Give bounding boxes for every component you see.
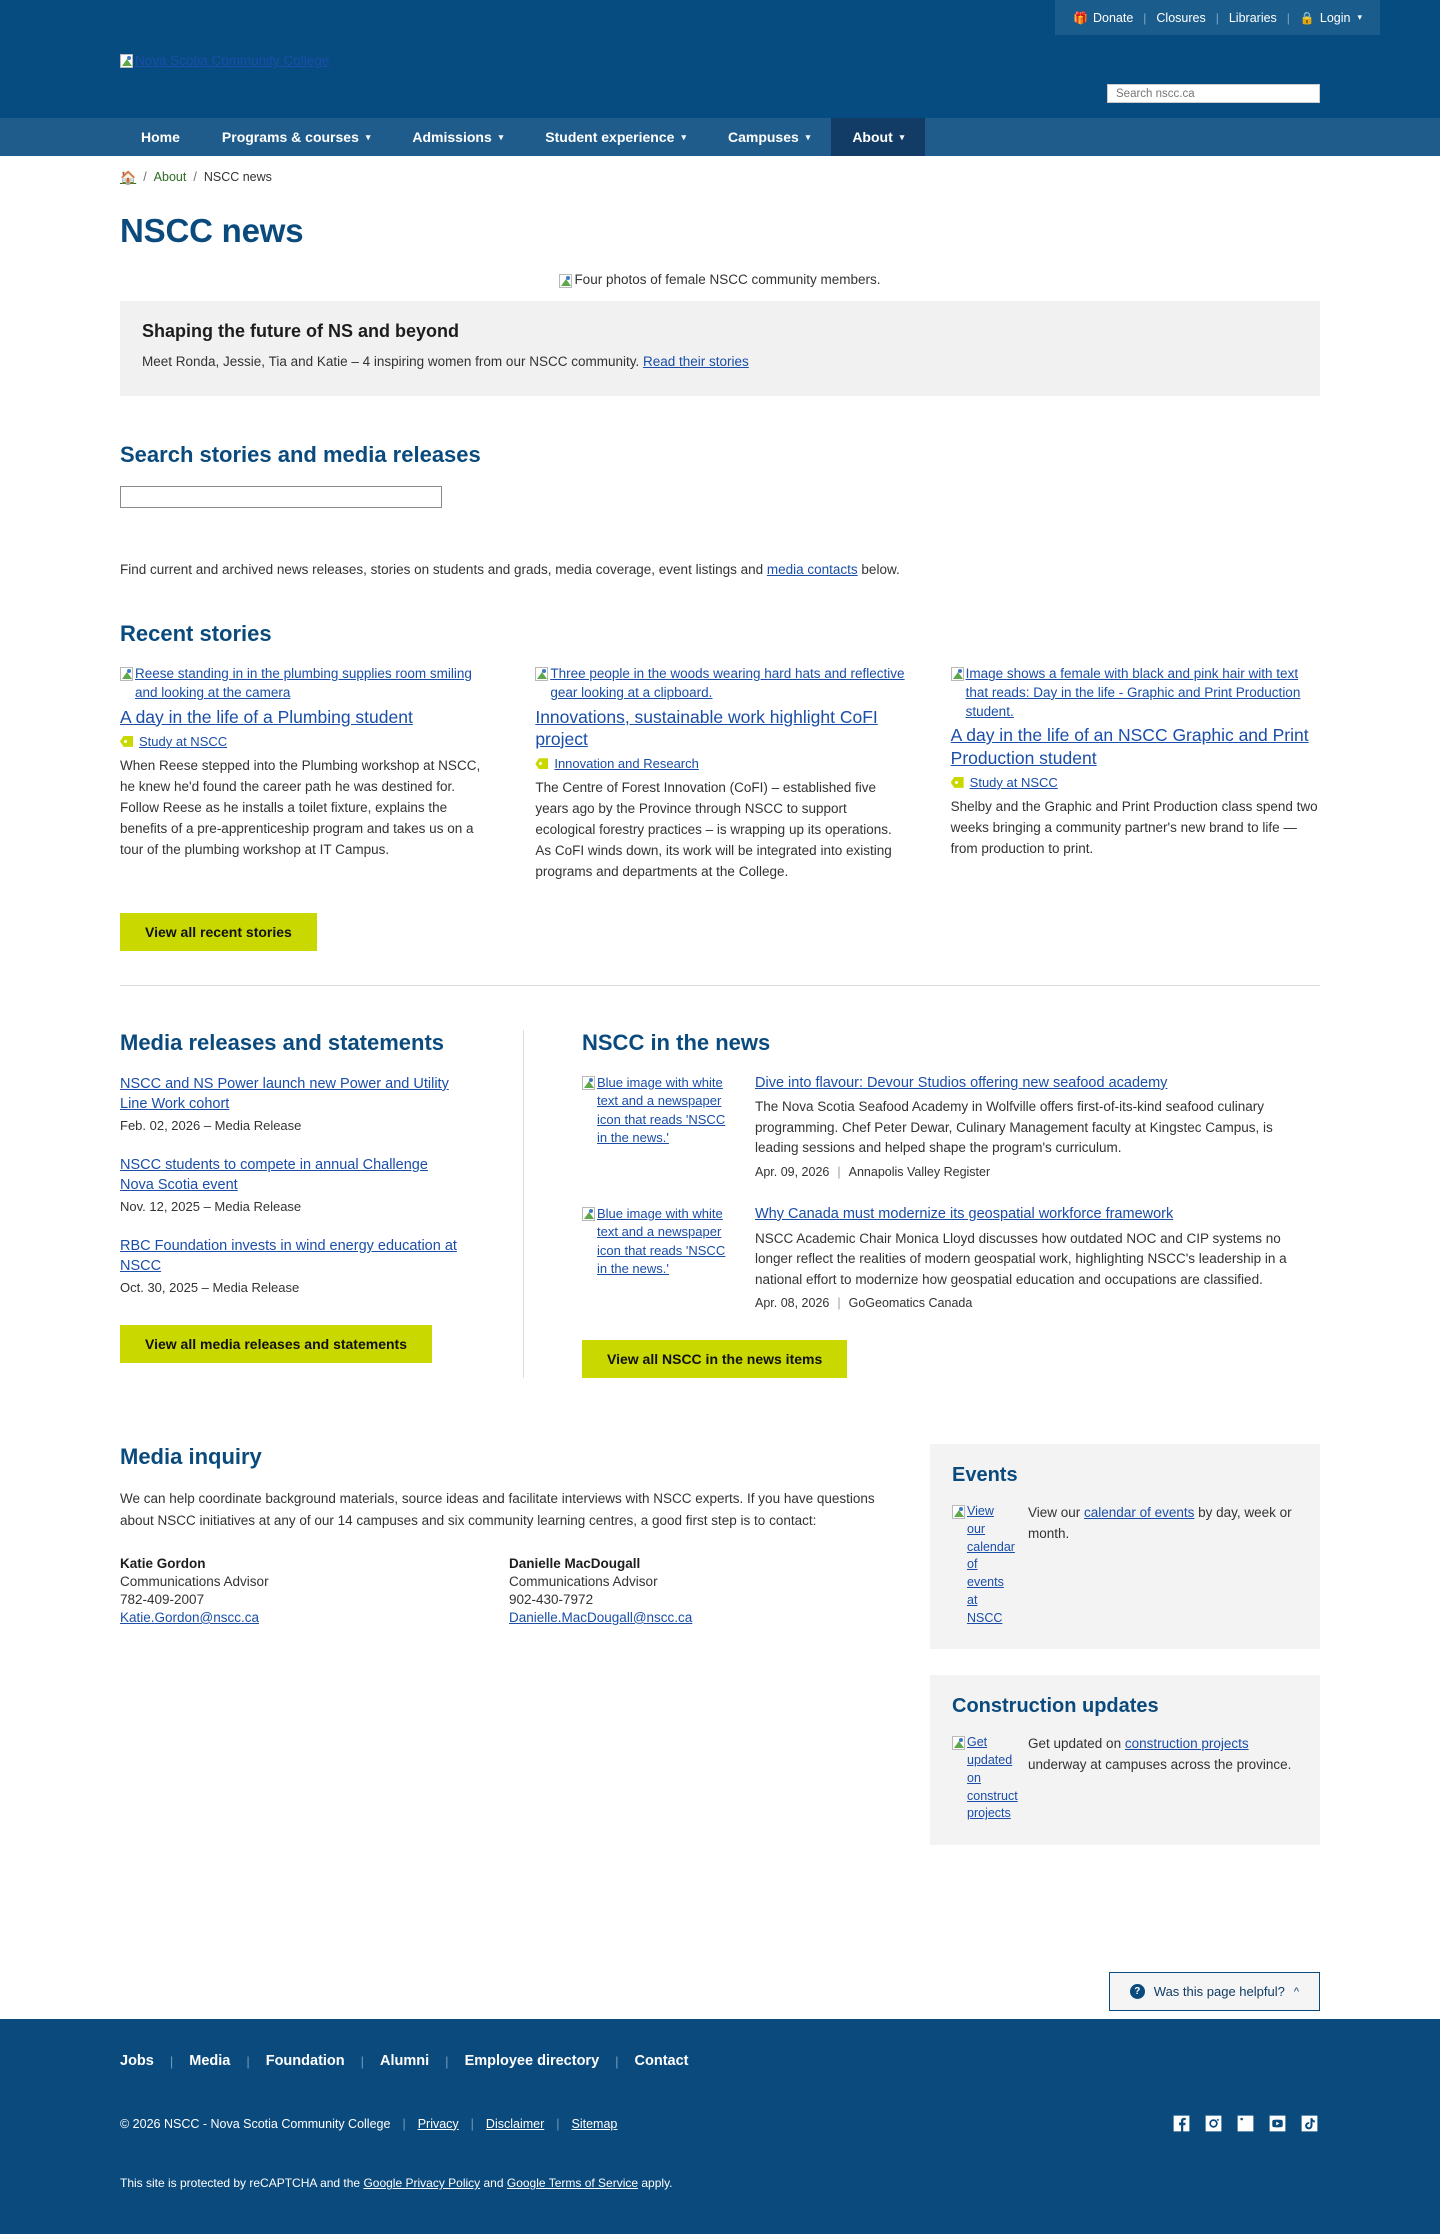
construction-projects-link[interactable]: construction projects — [1124, 1736, 1249, 1752]
copyright-text: © 2026 NSCC - Nova Scotia Community College — [120, 2116, 391, 2131]
broken-image-icon — [559, 274, 572, 288]
nav-item-home[interactable] — [120, 118, 201, 156]
hero-text: Meet Ronda, Jessie, Tia and Katie – 4 inspiring women from our NSCC community. — [142, 354, 640, 369]
footer-link-jobs[interactable]: Jobs — [120, 2053, 154, 2070]
story-tag — [535, 756, 904, 771]
tag-icon — [535, 758, 548, 769]
tiktok-icon[interactable] — [1299, 2113, 1320, 2134]
news-date: Apr. 09, 2026 — [755, 1165, 830, 1179]
nav-item-label: Campuses — [727, 129, 799, 145]
footer-legal-link-disclaimer[interactable]: Disclaimer — [485, 2116, 545, 2131]
footer-link-foundation[interactable]: Foundation — [265, 2053, 345, 2070]
story-title-link[interactable]: A day in the life of an NSCC Graphic and Print Production student — [950, 725, 1309, 768]
site-header — [0, 35, 1440, 118]
search-stories-heading: Search stories and media releases — [120, 442, 481, 468]
broken-image-icon — [120, 667, 133, 681]
construction-thumbnail-alt-text: Get updated on construct projects — [967, 1735, 1018, 1821]
news-source: GoGeomatics Canada — [848, 1296, 973, 1311]
breadcrumb-item-about[interactable]: About — [153, 170, 187, 184]
page-feedback-label: Was this page helpful? — [1153, 1984, 1285, 2000]
breadcrumb-current: NSCC news — [203, 170, 272, 184]
nav-item-campuses[interactable] — [707, 118, 831, 156]
media-release-meta: Nov. 12, 2025 – Media Release — [120, 1198, 302, 1214]
news-thumbnail-alt-text: Blue image with white text and a newspaper icon that reads 'NSCC in the news.' — [597, 1074, 726, 1146]
story-description: When Reese stepped into the Plumbing workshop at NSCC, he knew he'd found the career path he was destined for. Follow Reese as he installs a toilet fixture, explains the benefits of a pre-apprenticeship program and takes us on a tour of the plumbing workshop at IT Campus. — [120, 757, 481, 857]
nav-item-label: Home — [141, 129, 180, 145]
read-their-stories-link[interactable]: Read their stories — [642, 354, 749, 369]
hero-image — [120, 272, 1320, 291]
construction-updates-heading: Construction updates — [952, 1695, 1159, 1718]
footer-link-employee-directory[interactable]: Employee directory — [464, 2053, 600, 2070]
find-text-after: below. — [857, 562, 900, 578]
breadcrumb-separator: / — [193, 170, 197, 184]
story-tag — [951, 775, 1320, 790]
chevron-down-icon: ▾ — [681, 131, 686, 142]
recent-stories-heading: Recent stories — [120, 621, 272, 647]
media-release-item — [120, 1236, 465, 1295]
news-date: Apr. 08, 2026 — [755, 1296, 830, 1311]
calendar-of-events-link[interactable]: calendar of events — [1084, 1505, 1195, 1521]
broken-image-icon — [952, 1736, 965, 1750]
story-title-link[interactable]: A day in the life of a Plumbing student — [120, 706, 413, 727]
contact-name: Danielle MacDougall — [509, 1555, 641, 1571]
construction-updates-card — [930, 1675, 1320, 1845]
breadcrumb-home-icon[interactable]: 🏠 — [120, 169, 137, 185]
donate-label: Donate — [1092, 10, 1134, 25]
recaptcha-text-after: apply. — [638, 2176, 673, 2191]
utility-separator: | — [1143, 10, 1147, 25]
view-all-media-releases-button[interactable]: View all media releases and statements — [120, 1325, 432, 1363]
news-title-link[interactable]: Dive into flavour: Devour Studios offering new seafood academy — [755, 1074, 1168, 1091]
find-description — [120, 562, 1320, 577]
events-thumbnail-alt-text: View our calendar of events at NSCC — [967, 1504, 1015, 1625]
in-the-news-heading: NSCC in the news — [582, 1029, 771, 1055]
site-footer — [0, 2019, 1440, 2234]
nav-item-admissions[interactable] — [391, 118, 524, 156]
story-thumbnail[interactable] — [120, 665, 489, 702]
closures-link[interactable]: Closures — [1156, 10, 1206, 25]
google-privacy-policy-link[interactable]: Google Privacy Policy — [363, 2176, 481, 2191]
media-release-meta: Feb. 02, 2026 – Media Release — [120, 1117, 302, 1133]
story-tag-link[interactable]: Innovation and Research — [554, 756, 699, 772]
nav-item-programs-courses[interactable] — [201, 118, 391, 156]
gift-icon: 🎁 — [1073, 10, 1088, 25]
footer-link-media[interactable]: Media — [189, 2053, 231, 2070]
news-body — [755, 1205, 1320, 1310]
footer-link-alumni[interactable]: Alumni — [380, 2053, 430, 2070]
contact-email-link[interactable]: Danielle.MacDougall@nscc.ca — [509, 1609, 693, 1625]
media-inquiry-section — [120, 1444, 878, 1871]
media-release-title-link[interactable]: NSCC and NS Power launch new Power and Utility Line Work cohort — [120, 1075, 449, 1112]
section-divider — [120, 985, 1320, 986]
question-mark-icon: ? — [1130, 1984, 1145, 1999]
footer-separator: | — [169, 2053, 174, 2069]
nav-item-about[interactable] — [831, 118, 925, 156]
broken-image-icon — [951, 667, 964, 681]
footer-separator: | — [445, 2053, 449, 2069]
construction-text — [1028, 1734, 1298, 1823]
hero-image-alt-text: Four photos of female NSCC community members. — [574, 272, 881, 287]
footer-separator: | — [246, 2053, 250, 2069]
contact-phone: 782-409-2007 — [120, 1591, 205, 1607]
contact-email-link[interactable]: Katie.Gordon@nscc.ca — [120, 1609, 260, 1625]
events-text-before: View our — [1028, 1505, 1085, 1521]
donate-link[interactable] — [1073, 11, 1133, 25]
page-title: NSCC news — [120, 212, 304, 249]
recaptcha-text-middle: and — [480, 2176, 507, 2191]
broken-image-icon — [582, 1207, 595, 1221]
media-contact — [120, 1556, 489, 1628]
footer-link-contact[interactable]: Contact — [634, 2053, 689, 2070]
news-meta-separator: | — [837, 1296, 841, 1311]
media-release-title-link[interactable]: NSCC students to compete in annual Challenge Nova Scotia event — [120, 1156, 428, 1193]
news-description: NSCC Academic Chair Monica Lloyd discusses how outdated NOC and CIP systems no longer reflect the realities of modern geospatial work, highlighting NSCC's leadership in a national effort to modernize how geospatial education and occupations are classified. — [755, 1230, 1287, 1287]
youtube-icon[interactable] — [1267, 2113, 1288, 2134]
right-sidebar — [930, 1444, 1320, 1871]
in-the-news-column — [523, 1030, 1320, 1378]
story-thumbnail-alt-text: Reese standing in in the plumbing supplies room smiling and looking at the camera — [135, 666, 472, 700]
story-thumbnail[interactable] — [951, 665, 1320, 721]
events-heading: Events — [952, 1464, 1018, 1487]
hero-panel — [120, 301, 1320, 396]
recaptcha-note — [120, 2176, 1320, 2190]
story-thumbnail[interactable] — [535, 665, 904, 702]
contact-role: Communications Advisor — [120, 1573, 269, 1589]
contact-phone: 902-430-7972 — [509, 1591, 594, 1607]
breadcrumb-separator: / — [143, 170, 147, 184]
instagram-icon[interactable] — [1203, 2113, 1224, 2134]
story-thumbnail-alt-text: Three people in the woods wearing hard hats and reflective gear looking at a clipboard. — [550, 666, 905, 700]
news-item — [582, 1074, 1320, 1179]
news-thumbnail-alt-text: Blue image with white text and a newspaper icon that reads 'NSCC in the news.' — [597, 1206, 726, 1277]
news-meta — [755, 1165, 1320, 1179]
story-tag — [120, 734, 489, 749]
media-release-meta: Oct. 30, 2025 – Media Release — [120, 1279, 300, 1295]
footer-legal-link-privacy[interactable]: Privacy — [417, 2116, 459, 2131]
events-thumbnail — [952, 1503, 1014, 1627]
news-thumbnail[interactable] — [582, 1205, 737, 1310]
hero-heading: Shaping the future of NS and beyond — [142, 321, 459, 341]
tag-icon — [951, 777, 964, 788]
news-thumbnail[interactable] — [582, 1074, 737, 1179]
news-source: Annapolis Valley Register — [848, 1165, 991, 1179]
nav-item-student-experience[interactable] — [524, 118, 707, 156]
news-item — [582, 1205, 1320, 1310]
site-search-input[interactable] — [1114, 87, 1313, 101]
story-card — [535, 665, 904, 883]
tag-icon — [120, 736, 133, 747]
story-tag-link[interactable]: Study at NSCC — [139, 733, 228, 749]
contact-role: Communications Advisor — [509, 1573, 658, 1589]
news-body — [755, 1074, 1320, 1179]
media-releases-heading: Media releases and statements — [120, 1029, 445, 1055]
media-contacts-link[interactable]: media contacts — [766, 562, 858, 578]
nav-item-label: Programs & courses — [221, 129, 359, 145]
view-all-recent-stories-button[interactable]: View all recent stories — [120, 913, 317, 951]
facebook-icon[interactable] — [1171, 2113, 1192, 2134]
libraries-link[interactable]: Libraries — [1228, 10, 1277, 25]
construction-text-before: Get updated on — [1028, 1736, 1125, 1752]
main-content — [60, 212, 1380, 1931]
view-all-in-the-news-button[interactable]: View all NSCC in the news items — [582, 1340, 847, 1378]
copyright-separator: | — [402, 2116, 406, 2131]
story-description: The Centre of Forest Innovation (CoFI) – established five years ago by the Province through NSCC to support ecological forestry practices – is wrapping up its operations. As CoFI winds down, its work will be integrated into existing programs and departments at the College. — [535, 780, 892, 879]
chevron-down-icon: ▾ — [1357, 12, 1362, 22]
page-feedback-widget[interactable] — [1109, 1972, 1320, 2011]
story-card — [120, 665, 489, 883]
events-text-after: by day, week or month. — [1028, 1505, 1292, 1541]
news-title-link[interactable]: Why Canada must modernize its geospatial workforce framework — [755, 1206, 1174, 1222]
chevron-down-icon: ▾ — [805, 131, 811, 142]
linkedin-icon[interactable] — [1235, 2113, 1256, 2134]
media-releases-column — [120, 1030, 465, 1378]
chevron-down-icon: ▾ — [899, 131, 905, 142]
utility-separator: | — [1286, 10, 1290, 25]
site-logo-alt-text: Nova Scotia Community College — [135, 53, 330, 68]
copyright-separator: | — [556, 2116, 560, 2131]
footer-separator: | — [615, 2053, 619, 2069]
story-tag-link[interactable]: Study at NSCC — [969, 774, 1058, 790]
construction-text-after: underway at campuses across the province. — [1028, 1756, 1292, 1772]
broken-image-icon — [535, 667, 548, 681]
broken-image-icon — [952, 1505, 965, 1519]
contact-name: Katie Gordon — [120, 1555, 206, 1571]
news-meta — [755, 1296, 1320, 1310]
copyright-separator: | — [470, 2116, 474, 2131]
story-card — [951, 665, 1320, 883]
media-release-title-link[interactable]: RBC Foundation invests in wind energy education at NSCC — [120, 1237, 457, 1274]
story-title-link[interactable]: Innovations, sustainable work highlight CoFI project — [535, 706, 878, 749]
find-text-before: Find current and archived news releases, stories on students and grads, media coverage, event listings and — [120, 562, 767, 578]
utility-links-group — [1055, 0, 1380, 35]
login-link[interactable] — [1300, 11, 1362, 25]
nav-item-label: About — [852, 129, 893, 145]
news-description: The Nova Scotia Seafood Academy in Wolfville offers first-of-its-kind seafood culinary programming. Chef Peter Dewar, Culinary Management faculty at Kingstec Campus, is leading sessions and helped shape the program's curriculum. — [755, 1099, 1273, 1156]
recaptcha-text-before: This site is protected by reCAPTCHA and the — [120, 2176, 364, 2191]
media-release-item — [120, 1074, 465, 1133]
search-stories-field[interactable] — [120, 486, 442, 508]
media-release-item — [120, 1155, 465, 1214]
breadcrumb — [120, 170, 1380, 184]
main-navigation — [0, 118, 1440, 156]
footer-separator: | — [360, 2053, 365, 2069]
chevron-down-icon: ▾ — [365, 131, 371, 142]
story-thumbnail-alt-text: Image shows a female with black and pink hair with text that reads: Day in the life - Graphic and Print Production student. — [965, 666, 1301, 719]
chevron-up-icon: ^ — [1293, 1985, 1299, 1998]
lock-icon: 🔒 — [1299, 10, 1315, 25]
events-text — [1028, 1503, 1298, 1627]
construction-thumbnail — [952, 1734, 1018, 1823]
media-inquiry-body: We can help coordinate background materials, source ideas and facilitate interviews with NSCC experts. If you have questions about NSCC initiatives at any of our 14 campuses and six community learning centres, a good first step is to contact: — [120, 1491, 875, 1528]
story-description: Shelby and the Graphic and Print Production class spend two weeks bringing a community partner's new brand to life — from production to print. — [950, 798, 1318, 856]
media-inquiry-heading: Media inquiry — [120, 1444, 262, 1470]
search-stories-input[interactable] — [121, 487, 441, 507]
site-logo[interactable] — [120, 53, 329, 68]
utility-bar — [0, 0, 1440, 35]
footer-legal-link-sitemap[interactable]: Sitemap — [571, 2116, 618, 2131]
google-terms-of-service-link[interactable]: Google Terms of Service — [506, 2176, 639, 2191]
broken-image-icon — [582, 1076, 595, 1090]
chevron-down-icon: ▾ — [498, 131, 504, 142]
news-meta-separator: | — [837, 1165, 841, 1179]
nav-item-label: Student experience — [545, 129, 675, 145]
broken-image-icon — [120, 54, 133, 68]
site-search[interactable] — [1107, 84, 1320, 103]
media-contact — [509, 1556, 878, 1628]
login-label: Login — [1319, 10, 1351, 25]
nav-item-label: Admissions — [412, 129, 492, 145]
events-card — [930, 1444, 1320, 1649]
utility-separator: | — [1215, 10, 1219, 25]
